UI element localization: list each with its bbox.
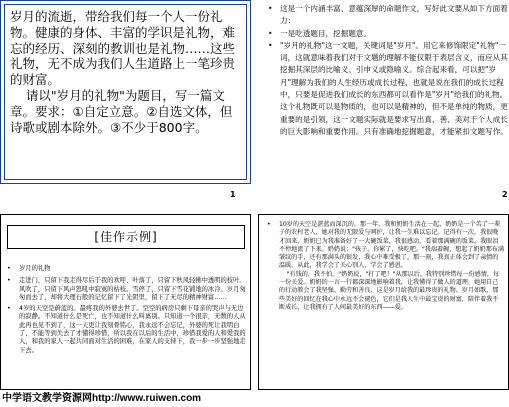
essay-paragraph-1: • 走进门，只留下我走得尽后于我的欢呼、叶落了，只留下秋风轻拂中透明的枝叶。风吹了，只留下风声怒吼中寂寞的枯枝。雪停了，只留下雪花铺地的冰冷。岁月匆匆而去了，却将大理石般的记忆留下了光阴里，留下了无尽的精神财富…… <box>7 277 246 301</box>
page-number-2: 2 <box>502 190 508 199</box>
site-name: 中学语文教学资源网 <box>2 393 92 404</box>
bullet-icon: • <box>268 4 273 13</box>
example-title-box <box>7 225 245 249</box>
bullet-icon: • <box>7 305 11 313</box>
slide-1-frame <box>4 4 247 180</box>
essay-heading: • 岁月的礼物 <box>7 265 51 272</box>
example-title: [佳作示例] <box>94 230 158 244</box>
slide-1-prompt <box>0 0 251 184</box>
slide-4-example-continued <box>258 214 509 390</box>
page-number-1: 1 <box>230 190 236 199</box>
essay-continued-text: • 10岁的天空是湛蓝而深沉的。那一年，我和奶奶生活在一起，奶奶是一个苦了一辈子的农村老人，她对我的无限爱与呵护，让我一生难以忘记。记得有一次，我很晚才回来，奶奶已为我准备好了一大碗饭菜，我很感动，看着那满碗的饭菜，我眼泪不停地流了下来。奶奶说："孩子，你累了，快吃吧。"我端着碗，想起了奶奶那布满皱纹的手，还有那满头的银发，我心中难受极了，那一刻，我真正体会到了亲情的温暖。从此，我学会了关心别人，学会了感恩。 "有钱的，我不怕。"奶奶说，"打了吧！"从那以后，我特别珍惜每一份感情，每一份关爱。奶奶的一言一行都深深地影响着我，让我懂得了做人的道理，她用自己的行动教会了我坚强、勤劳和善良，这是岁月给我的最珍贵的礼物。岁月如歌，那些美好的回忆在我心中永远不会褪色，它们是我人生中最宝贵的财富，陪伴着我不断成长，让我拥有了人间最美好的东西——爱。 <box>267 221 504 311</box>
bullet-icon: • <box>7 265 11 272</box>
essay-prompt-text: 岁月的流逝，带给我们每一个人一份礼物。健康的身体、丰富的学识是礼物，难忘的经历、深刻的教训也是礼物……这些礼物，无不成为我们人生道路上一笔珍贵的财富。 请以"岁月的礼物"为题目，写一篇文章。要求：①自定立意。②自选文体，但诗歌或剧本除外。③不少于800字。 <box>10 9 236 135</box>
slide-2-analysis <box>258 0 509 184</box>
bullet-icon: • <box>7 277 11 285</box>
analysis-point-1: • 这是一个内涵丰富、意蕴深厚的命题作文，写好此文要从如下方面着力： <box>268 4 508 26</box>
site-watermark <box>2 389 201 404</box>
bullet-icon: • <box>267 221 271 228</box>
analysis-point-3: • "岁月的礼物"这一文题，关键词是"岁月"。用它来修饰限定"礼物"一词，这就意味着我们对于文题的理解不能仅限于表层含义，而应从其挖掘其深层的比喻义、引申义或隐喻义。综合起来看，可以把"岁月"理解为我们的人生经历或成长过程，也就是说在我们的成长过程中，只要是促进我们成长的东西都可以看作是"岁月"给我们的礼物。这个礼物既可以是物质的，也可以是精神的，但不是单纯的物质，更重要的是引领，这一文题实际就是要求写出真、善、美对于个人成长的巨大影响和重要作用。只有准确地挖掘题意，才能紧扣文题写作。 <box>268 40 508 136</box>
analysis-point-2: • 一是吃透题目，挖掘题意。 <box>266 28 509 40</box>
site-url[interactable]: http://www.ruiwen.com <box>92 393 202 404</box>
bullet-icon: • <box>268 28 273 38</box>
slide-3-example <box>0 214 251 390</box>
bullet-icon: • <box>268 40 273 50</box>
essay-paragraph-2: • 4岁的天空是蔚蓝的。最疼我的外婆去世了。空空的病房只剩下母亲的哭声与无边的寂静。不知道什么是死亡，也不知道什么叫离别。只知道一个很亲，无数的人从此再也见不到了，这一天更让我刻骨铭心，我永远不会忘记，外婆的死让我明白了，不能等到失去了才懂得珍惜，所以我在以后的生活中，珍惜我爱的人和爱我的人，和我的家人一起共同面对生活的困难，在家人的支持下，我一步一步坚强地走下去。 <box>7 305 246 354</box>
